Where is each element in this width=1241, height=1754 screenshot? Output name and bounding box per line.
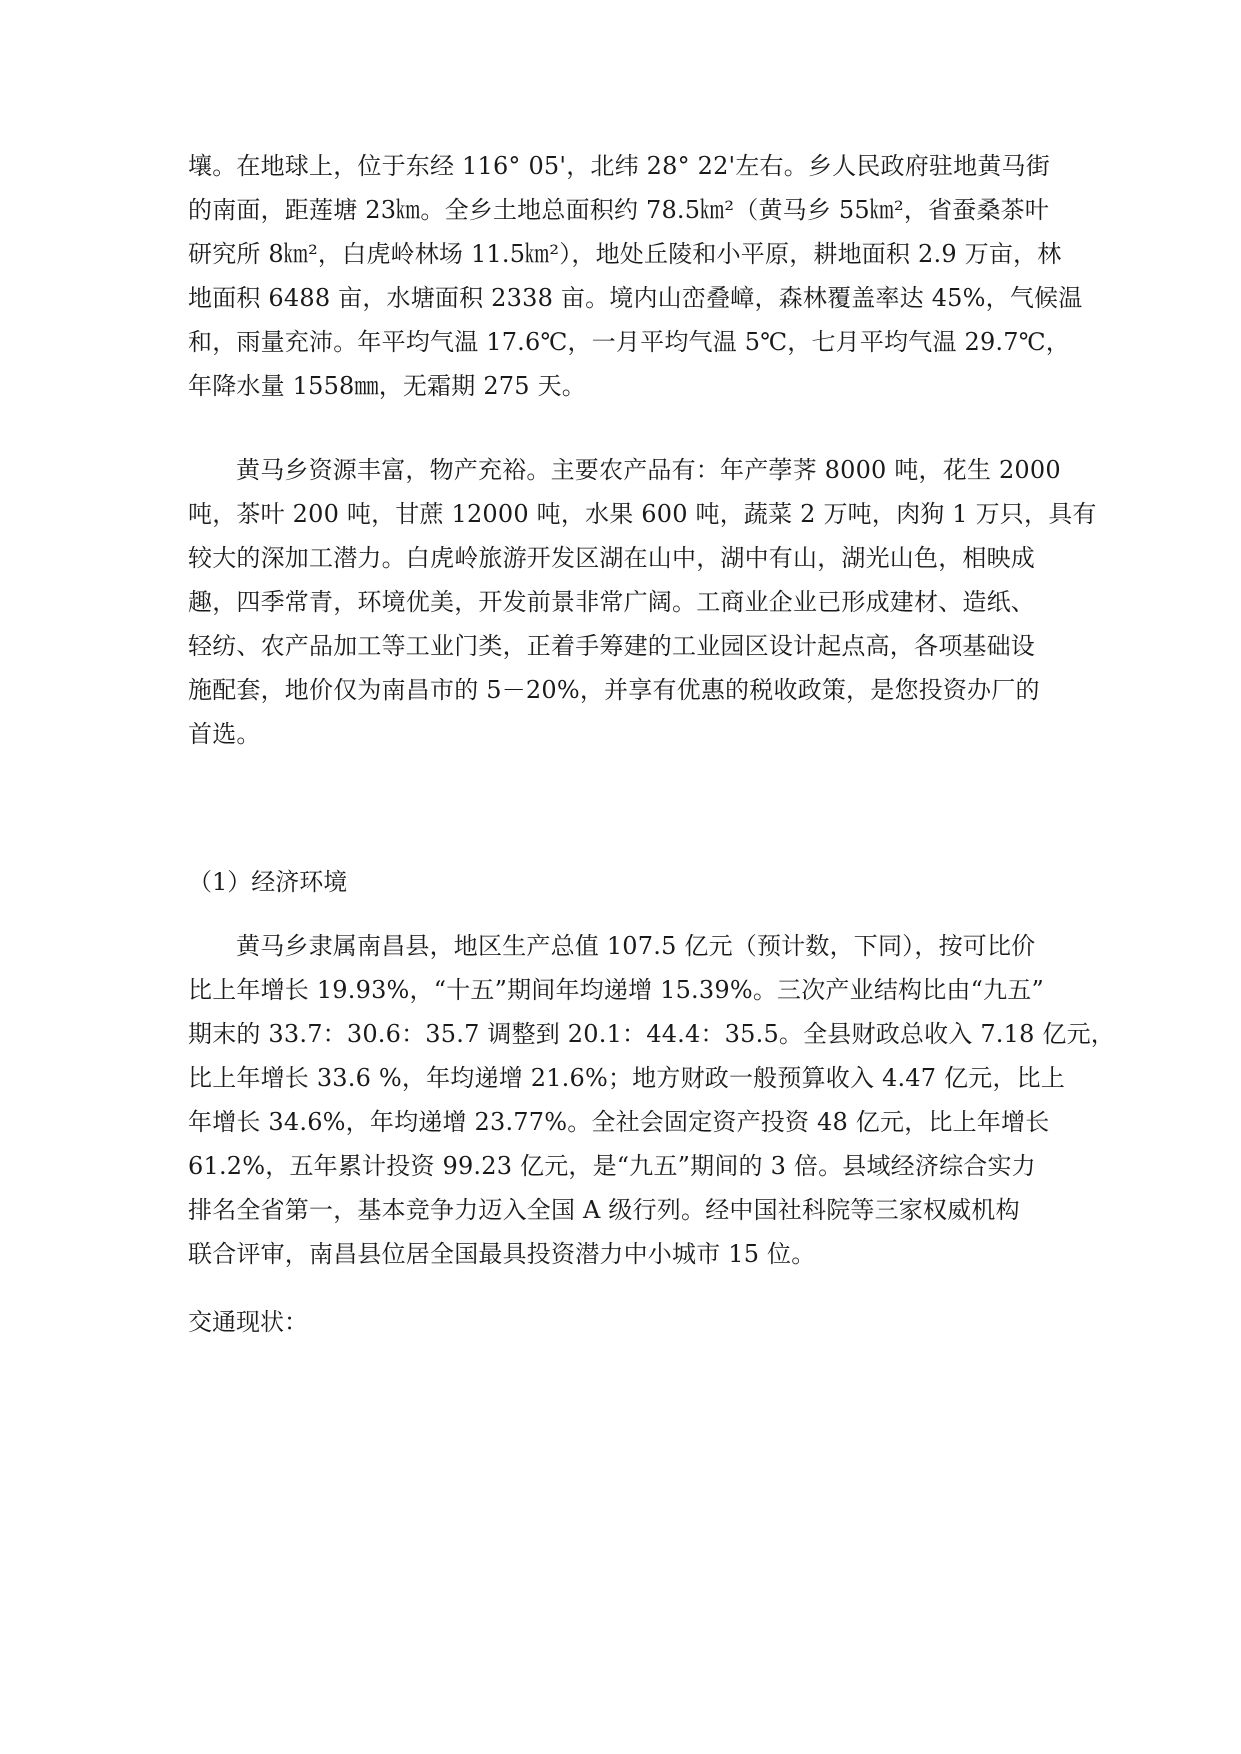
text-line: 比上年增长 19.93%，“十五”期间年均递增 15.39%。三次产业结构比由“九五” [188,976,1044,1004]
text-line: 研究所 8㎞²，白虎岭林场 11.5㎞²），地处丘陵和小平原，耕地面积 2.9 万亩，林 [188,240,1062,268]
text-line: 的南面，距莲塘 23㎞。全乡土地总面积约 78.5㎞²（黄马乡 55㎞²，省蚕桑茶叶 [188,196,1050,224]
text-line: 联合评审，南昌县位居全国最具投资潜力中小城市 15 位。 [188,1240,816,1268]
text-line: 期末的 33.7：30.6：35.7 调整到 20.1：44.4：35.5。全县财政总收入 7.18 亿元， [188,1020,1116,1048]
text-line: 比上年增长 33.6 %，年均递增 21.6%；地方财政一般预算收入 4.47 亿元，比上 [188,1064,1066,1092]
text-line: 趣，四季常青，环境优美，开发前景非常广阔。工商业企业已形成建材、造纸、 [188,588,1035,616]
resources-paragraph [188,448,1097,756]
text-line: 较大的深加工潜力。白虎岭旅游开发区湖在山中，湖中有山，湖光山色，相映成 [188,544,1035,572]
text-line: 年增长 34.6%，年均递增 23.77%。全社会固定资产投资 48 亿元，比上年增长 [188,1108,1050,1136]
text-line: 施配套，地价仅为南昌市的 5－20%，并享有优惠的税收政策，是您投资办厂的 [188,676,1040,704]
text-line: 地面积 6488 亩，水塘面积 2338 亩。境内山峦叠嶂，森林覆盖率达 45%，气候温 [188,284,1083,312]
text-line: 首选。 [188,720,261,748]
economy-paragraph [188,924,1116,1276]
text-line: 壤。在地球上，位于东经 116° 05'，北纬 28° 22'左右。乡人民政府驻地黄马街 [188,152,1050,180]
text-line: 年降水量 1558㎜，无霜期 275 天。 [188,372,586,400]
text-line: 黄马乡隶属南昌县，地区生产总值 107.5 亿元（预计数，下同），按可比价 [236,932,1036,960]
text-line: 轻纺、农产品加工等工业门类，正着手筹建的工业园区设计起点高，各项基础设 [188,632,1035,660]
section-heading-economic-environment: （1）经济环境 [188,868,348,896]
text-line: 和，雨量充沛。年平均气温 17.6℃，一月平均气温 5℃，七月平均气温 29.7℃， [188,328,1070,356]
text-line: 吨，茶叶 200 吨，甘蔗 12000 吨，水果 600 吨，蔬菜 2 万吨，肉狗 1 万只，具有 [188,500,1097,528]
text-line: 排名全省第一，基本竞争力迈入全国 A 级行列。经中国社科院等三家权威机构 [188,1196,1020,1224]
text-line: 61.2%，五年累计投资 99.23 亿元，是“九五”期间的 3 倍。县域经济综合实力 [188,1152,1036,1180]
geography-paragraph [188,144,1083,408]
traffic-status-label: 交通现状： [188,1308,308,1336]
text-line: 黄马乡资源丰富，物产充裕。主要农产品有：年产荸荠 8000 吨，花生 2000 [236,456,1061,484]
